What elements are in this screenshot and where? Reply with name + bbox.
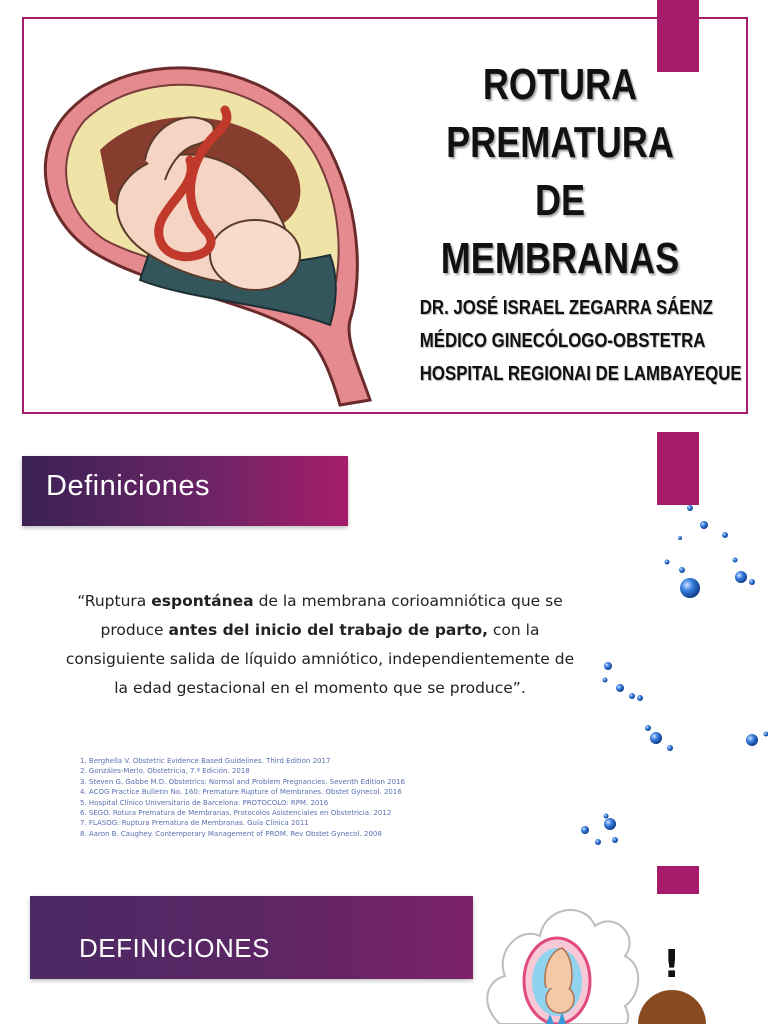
pregnancy-thought-cloud-illustration bbox=[480, 896, 768, 1024]
reference-item: 8. Aaron B. Caughey. Contemporary Management of PROM. Rev Obstet Gynecol. 2008 bbox=[80, 829, 382, 838]
references-list bbox=[80, 756, 500, 839]
definition-quote bbox=[60, 587, 580, 703]
title-line: PREMATURA bbox=[446, 118, 674, 167]
reference-item: 2. Gonzáles-Merlo. Obstetricia, 7.ª Edición. 2018 bbox=[80, 767, 250, 776]
title-line: ROTURA bbox=[482, 60, 638, 109]
reference-item: 3. Steven G. Gabbe M.D. Obstetrics: Normal and Problem Pregnancies. Seventh Edition 2016 bbox=[80, 777, 405, 786]
fetus-in-womb-illustration bbox=[30, 40, 380, 410]
title-line: DE MEMBRANAS bbox=[440, 176, 680, 283]
exclamation-mark: ! bbox=[663, 942, 681, 986]
section-heading: Definiciones bbox=[46, 470, 210, 502]
author-block bbox=[419, 292, 742, 391]
slide-title bbox=[429, 56, 691, 288]
reference-item: 7. FLASOG: Ruptura Prematura de Membranas. Guía Clínica 2011 bbox=[80, 819, 309, 828]
quote-text: de la membrana corioamniótica que se produce bbox=[100, 592, 563, 639]
accent-tab bbox=[657, 866, 699, 894]
reference-item: 6. SEGO. Rotura Prematura de Membranas. Protocolos Asistenciales en Obstetricia. 2012 bbox=[80, 809, 392, 818]
author-role: MÉDICO GINECÓLOGO-OBSTETRA bbox=[419, 330, 706, 352]
reference-item: 5. Hospital Clínico Universitario de Barcelona: PROTOCOLO: RPM. 2016 bbox=[80, 798, 329, 807]
author-hospital: HOSPITAL REGIONAI DE LAMBAYEQUE bbox=[419, 363, 742, 385]
reference-item: 1. Berghella V. Obstetric Evidence Based Guidelines. Third Edition 2017 bbox=[80, 757, 331, 765]
quote-text: con la consiguiente salida de líquido amniótico, independientemente de la edad gestacional en el momento que se produce”. bbox=[65, 621, 575, 697]
quote-emphasis: antes del inicio del trabajo de parto, bbox=[168, 621, 488, 639]
quote-text: “Ruptura bbox=[77, 592, 152, 610]
water-bubbles-decoration bbox=[570, 490, 768, 850]
quote-emphasis: espontánea bbox=[151, 592, 254, 610]
author-name: DR. JOSÉ ISRAEL ZEGARRA SÁENZ bbox=[419, 297, 713, 319]
reference-item: 4. ACOG Practice Bulletin No. 160: Premature Rupture of Membranes. Obstet Gynecol. 2016 bbox=[80, 788, 402, 797]
section-heading: DEFINICIONES bbox=[79, 933, 270, 963]
